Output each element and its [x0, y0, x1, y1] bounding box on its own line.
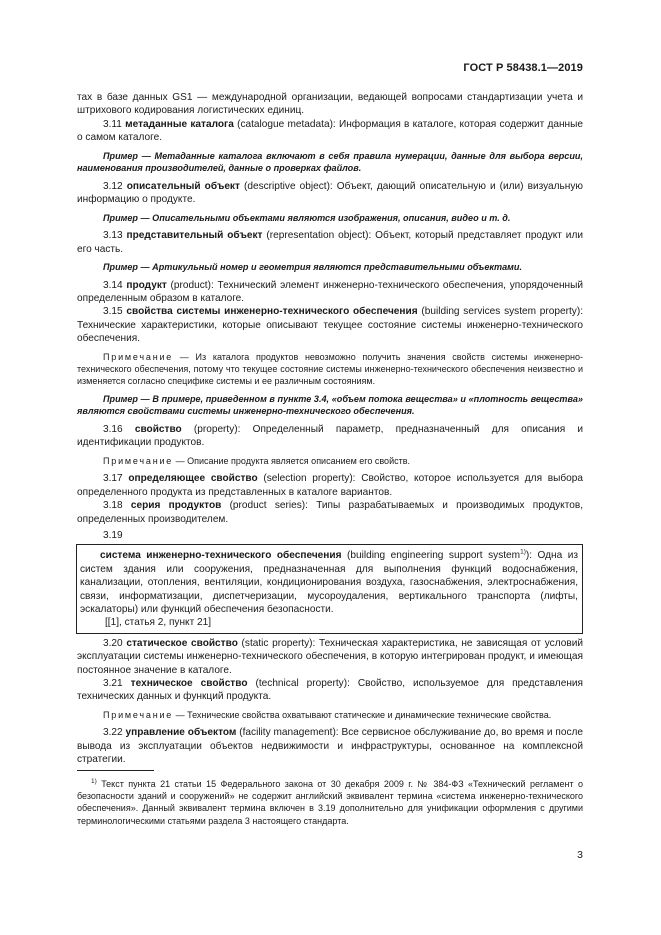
- example-3-15: Пример — В примере, приведенном в пункте 3.4, «объем потока вещества» и «плотность вещества» являются свойствами системы инженерно-технического обеспечения.: [77, 393, 583, 417]
- entry-3-19-box: [76, 544, 583, 633]
- term-3-21: техническое свойство: [130, 677, 248, 689]
- footnote-ref: 1): [520, 548, 526, 556]
- entry-3-13: 3.13 представительный объект (representation object): Объект, который представляет продукт или его часть.: [77, 230, 583, 255]
- entry-3-11: 3.11 метаданные каталога (catalogue metadata): Информация в каталоге, которая содержит данные о самом каталоге.: [77, 118, 583, 144]
- term-3-13: представительный объект: [126, 230, 263, 242]
- term-3-17: определяющее свойство: [128, 473, 258, 485]
- entry-3-19: система инженерно-технического обеспечения (building engineering support system$^{1)}$): Одна из систем здания или сооружения, предназначенная для выполнения функций водоснабжения, канализации, отопления, вентиляции, кондиционирования воздуха, газоснабжения, электроснабжения, связи, информатизации, диспетчеризации, мусороудаления, вертикального транспорта (лифты, эскалаторы) или функций обеспечения безопасности.: [80, 548, 579, 615]
- entry-3-16: 3.16 свойство (property): Определенный параметр, предназначенный для описания и идентификации продуктов.: [77, 424, 583, 449]
- footnote-mark: 1): [91, 778, 97, 785]
- term-3-15: свойства системы инженерно-технического обеспечения: [126, 306, 418, 318]
- term-3-19: система инженерно-технического обеспечения: [100, 550, 342, 562]
- term-3-14: продукт: [126, 279, 167, 291]
- entry-3-14: 3.14 продукт (product): Технический элемент инженерно-технического обеспечения, упорядоченный определенным образом в каталоге.: [77, 279, 583, 305]
- term-3-12: описательный объект: [126, 180, 240, 192]
- page-content: [77, 91, 583, 766]
- source-3-19: [[1], статья 2, пункт 21]: [105, 617, 212, 629]
- entry-3-21: 3.21 техническое свойство (technical property): Свойство, используемое для представления технических данных и функций продукта.: [77, 677, 583, 703]
- entry-3-20: 3.20 статическое свойство (static property): Техническая характеристика, не зависящая от условий эксплуатации системы инженерно-технического обеспечения, в которую интегрирован продукт, и имеющая постоянное значение в каталоге.: [77, 637, 583, 676]
- footnote: [77, 778, 583, 827]
- note-3-15: Примечание — Из каталога продуктов невозможно получить значения свойств системы инженерно-технического обеспечения, потому что текущее состояние системы инженерно-технического обеспечения неизвестно и изменяется согласно специфике системы и ее различным состояниям.: [77, 351, 583, 387]
- example-3-12: Пример — Описательными объектами являются изображения, описания, видео и т. д.: [103, 212, 511, 223]
- lead-paragraph: тах в базе данных GS1 — международной организации, ведающей вопросами стандартизации учета и штрихового кодирования логистических единиц.: [77, 92, 583, 117]
- term-3-16: свойство: [134, 424, 182, 436]
- term-3-22: управление объектом: [125, 727, 237, 739]
- note-3-21: Примечание — Технические свойства охватывают статические и динамические технические свойства.: [103, 709, 552, 720]
- term-3-11: метаданные каталога: [125, 118, 234, 130]
- document-header: ГОСТ Р 58438.1—2019: [463, 62, 583, 74]
- entry-3-19-number: 3.19: [103, 529, 123, 541]
- footnote-text: $^{1)}$ Текст пункта 21 статьи 15 Федерального закона от 30 декабря 2009 г. № 384-ФЗ «Технический регламент о безопасности зданий и сооружений» не содержит английский эквивалент термина «система инженерно-технического обеспечения». Данный эквивалент термина включен в 3.19 дополнительно для унификации оформления с другими терминологическими статьями раздела 3 настоящего стандарта.: [77, 778, 583, 826]
- example-3-11: Пример — Метаданные каталога включают в себя правила нумерации, данные для выбора версии, наименования производителей, данные о проверках файлов.: [77, 150, 583, 174]
- note-3-16: Примечание — Описание продукта является описанием его свойств.: [103, 455, 410, 466]
- term-3-18: серия продуктов: [130, 500, 222, 512]
- term-3-20: статическое свойство: [126, 637, 238, 649]
- footnote-divider: [77, 770, 154, 771]
- entry-3-18: 3.18 серия продуктов (product series): Типы разрабатываемых и производимых продуктов, определенных производителем.: [77, 500, 583, 525]
- entry-3-15: 3.15 свойства системы инженерно-технического обеспечения (building services system property): Технические характеристики, которые описывают текущее состояние системы инженерно-технического обеспечения.: [77, 306, 583, 345]
- entry-3-17: 3.17 определяющее свойство (selection property): Свойство, которое используется для выбора определенного продукта из представленных в каталоге вариантов.: [77, 473, 583, 498]
- entry-3-12: 3.12 описательный объект (descriptive object): Объект, дающий описательную и (или) визуальную информацию о продукте.: [77, 180, 583, 206]
- example-3-13: Пример — Артикульный номер и геометрия являются представительными объектами.: [103, 262, 522, 273]
- page-number: 3: [577, 849, 583, 861]
- entry-3-22: 3.22 управление объектом (facility management): Все сервисное обслуживание до, во время и после вывода из эксплуатации объектов недвижимости и инфраструктуры, основанное на комплексной стратегии.: [77, 727, 583, 765]
